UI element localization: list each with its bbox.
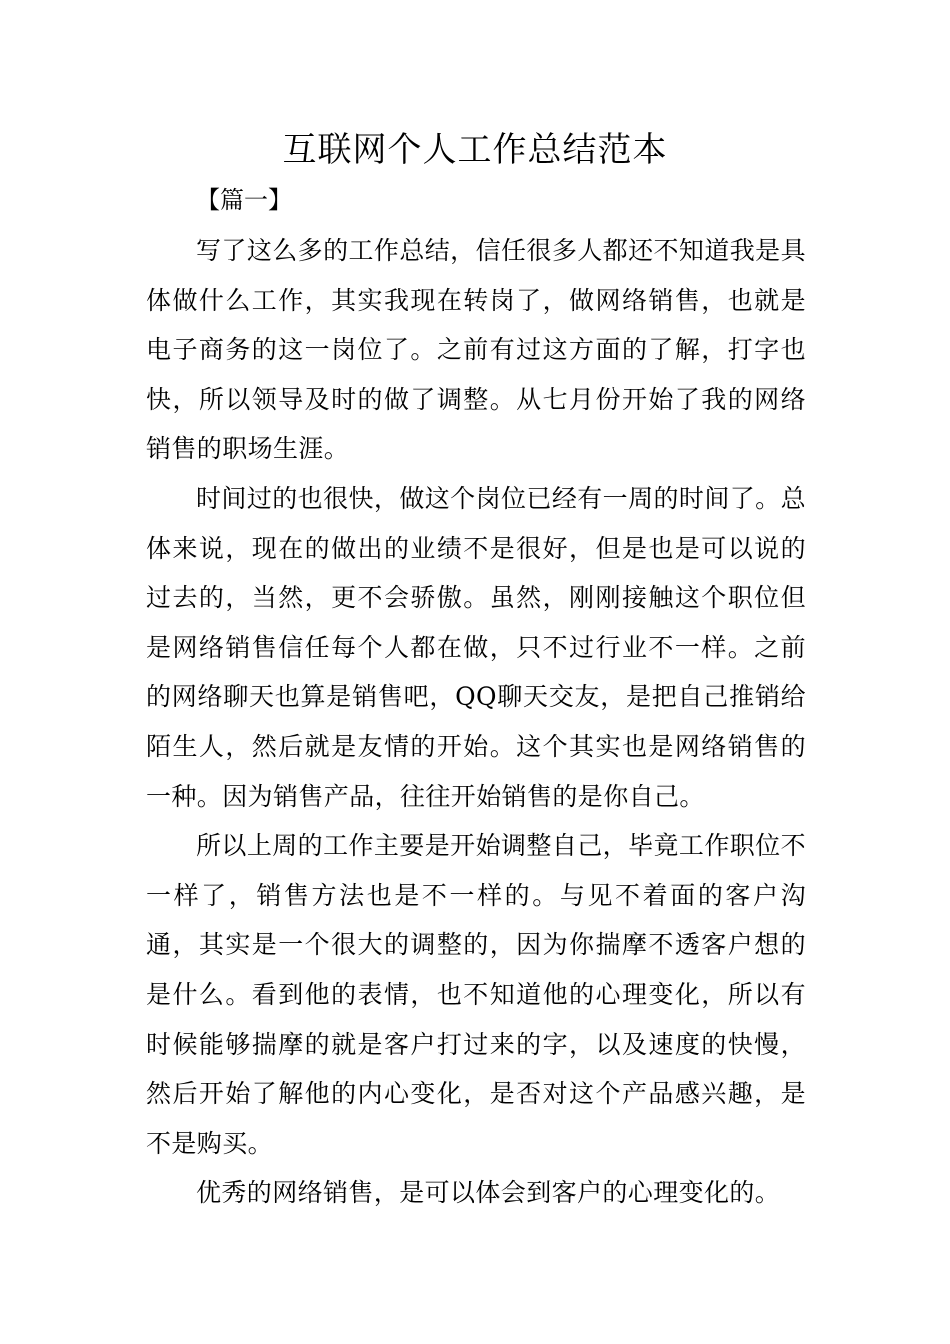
paragraph: 所以上周的工作主要是开始调整自己，毕竟工作职位不一样了，销售方法也是不一样的。与见不着面的客户沟通，其实是一个很大的调整的，因为你揣摩不透客户想的是什么。看到他的表情，也不知道他的心理变化，所以有时候能够揣摩的就是客户打过来的字，以及速度的快慢，然后开始了解他的内心变化，是否对这个产品感兴趣，是不是购买。 [146,831,806,1158]
section-label: 【篇一】 [196,186,292,214]
document-body [146,226,806,1218]
paragraph: 写了这么多的工作总结，信任很多人都还不知道我是具体做什么工作，其实我现在转岗了，做网络销售，也就是电子商务的这一岗位了。之前有过这方面的了解，打字也快，所以领导及时的做了调整。从七月份开始了我的网络销售的职场生涯。 [146,236,806,464]
paragraph: 时间过的也很快，做这个岗位已经有一周的时间了。总体来说，现在的做出的业绩不是很好，但是也是可以说的过去的，当然，更不会骄傲。虽然，刚刚接触这个职位但是网络销售信任每个人都在做，只不过行业不一样。之前的网络聊天也算是销售吧，QQ聊天交友，是把自己推销给陌生人，然后就是友情的开始。这个其实也是网络销售的一种。因为销售产品，往往开始销售的是你自己。 [146,483,806,811]
document-title: 互联网个人工作总结范本 [282,130,668,170]
paragraph: 优秀的网络销售，是可以体会到客户的心理变化的。 [196,1178,781,1208]
